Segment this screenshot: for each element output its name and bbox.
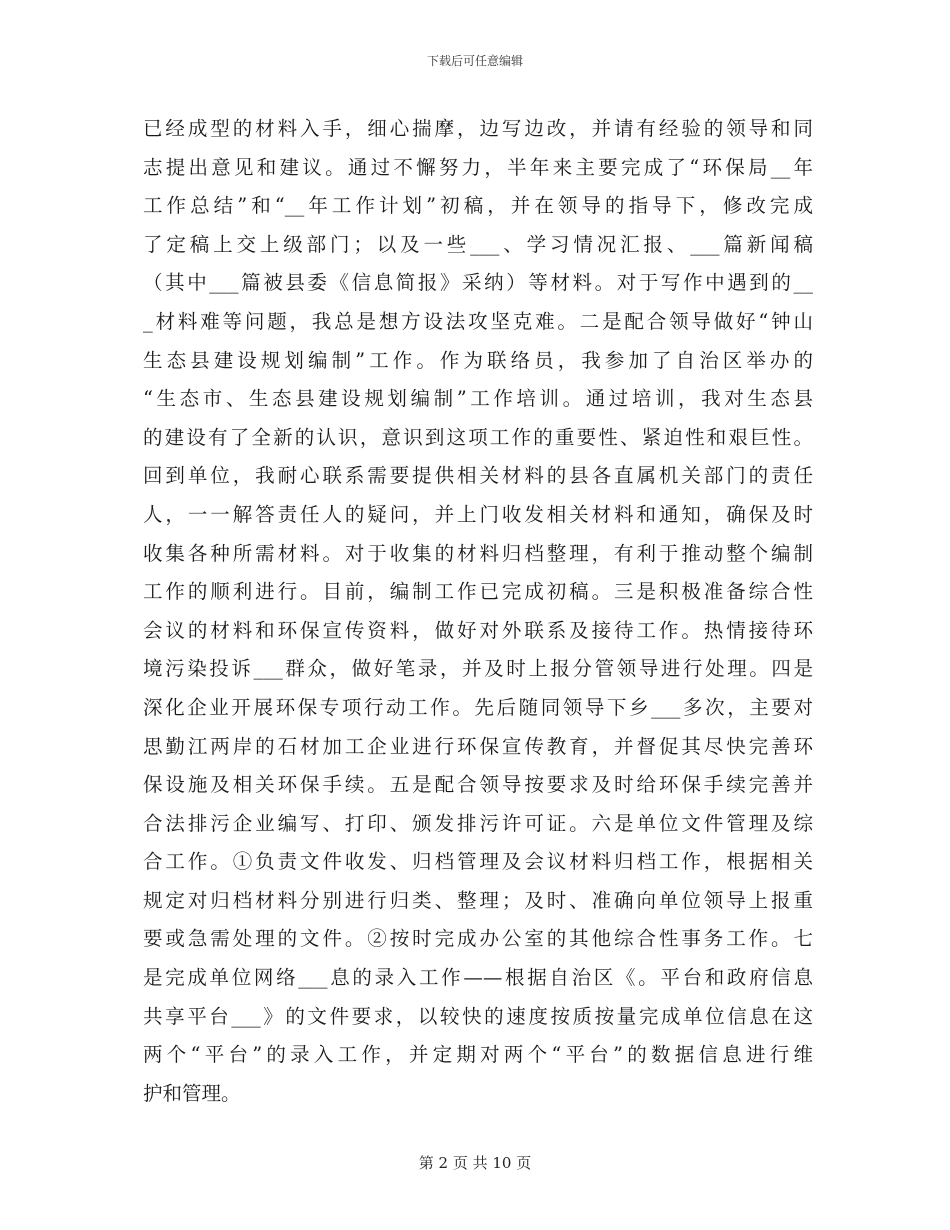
document-body	[143, 110, 813, 1113]
body-line: 的建设有了全新的认识，意识到这项工作的重要性、紧迫性和艰巨性。	[143, 425, 813, 449]
body-line: 思勤江两岸的石材加工企业进行环保宣传教育，并督促其尽快完善环	[143, 734, 813, 758]
body-line: _材料难等问题，我总是想方设法攻坚克难。二是配合领导做好“钟山	[143, 309, 813, 333]
body-line: 规定对归档材料分别进行归类、整理；及时、准确向单位领导上报重	[143, 888, 813, 912]
body-line: 合法排污企业编写、打印、颁发排污许可证。六是单位文件管理及综	[143, 811, 813, 835]
body-line: 已经成型的材料入手，细心揣摩，边写边改，并请有经验的领导和同	[143, 117, 813, 140]
body-line: 工作总结”和“__年工作计划”初稿，并在领导的指导下，修改完成	[143, 194, 813, 218]
body-line: 收集各种所需材料。对于收集的材料归档整理，有利于推动整个编制	[143, 541, 813, 565]
body-line: “生态市、生态县建设规划编制”工作培训。通过培训，我对生态县	[143, 387, 813, 411]
body-line: 保设施及相关环保手续。五是配合领导按要求及时给环保手续完善并	[143, 773, 813, 797]
body-line: 护和管理。	[143, 1081, 241, 1105]
page-number: 第 2 页 共 10 页	[418, 1154, 532, 1172]
body-line: 工作的顺利进行。目前，编制工作已完成初稿。三是积极准备综合性	[143, 580, 813, 604]
body-line: 了定稿上交上级部门；以及一些___、学习情况汇报、___篇新闻稿	[143, 232, 813, 256]
body-line: 共享平台___》的文件要求，以较快的速度按质按量完成单位信息在这	[143, 1004, 813, 1028]
body-line: 生态县建设规划编制”工作。作为联络员，我参加了自治区举办的	[143, 348, 813, 372]
body-line: 会议的材料和环保宣传资料，做好对外联系及接待工作。热情接待环	[143, 618, 813, 642]
body-line: 两个“平台”的录入工作，并定期对两个“平台”的数据信息进行维	[143, 1043, 813, 1067]
body-line: 深化企业开展环保专项行动工作。先后随同领导下乡___多次，主要对	[143, 695, 813, 719]
body-line: 志提出意见和建议。通过不懈努力，半年来主要完成了“环保局__年	[143, 155, 813, 179]
body-line: 回到单位，我耐心联系需要提供相关材料的县各直属机关部门的责任	[143, 464, 813, 488]
body-line: 境污染投诉___群众，做好笔录，并及时上报分管领导进行处理。四是	[143, 657, 813, 681]
body-line: 要或急需处理的文件。②按时完成办公室的其他综合性事务工作。七	[143, 927, 813, 951]
body-line: 人，一一解答责任人的疑问，并上门收发相关材料和通知，确保及时	[143, 502, 813, 526]
header-note: 下载后可任意编辑	[426, 54, 523, 68]
body-line: （其中___篇被县委《信息简报》采纳）等材料。对于写作中遇到的__	[143, 271, 813, 295]
body-line: 合工作。①负责文件收发、归档管理及会议材料归档工作，根据相关	[143, 850, 813, 874]
body-line: 是完成单位网络___息的录入工作——根据自治区《。平台和政府信息	[143, 966, 813, 990]
